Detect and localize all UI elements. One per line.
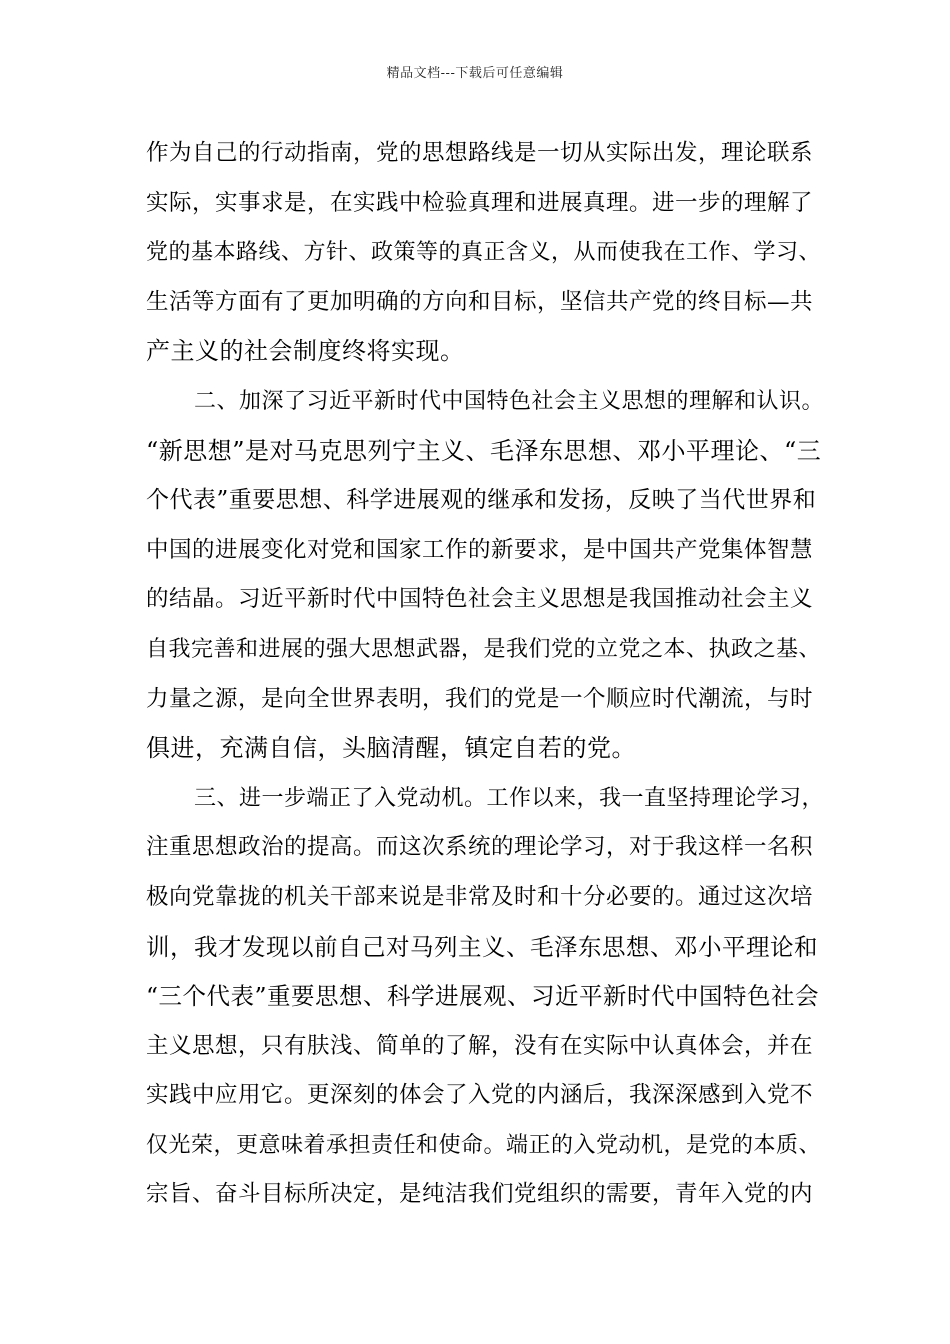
text-line: 主义思想，只有肤浅、简单的了解，没有在实际中认真体会，并在 — [146, 1032, 814, 1059]
text-line: 实践中应用它。更深刻的体会了入党的内涵后，我深深感到入党不 — [146, 1082, 814, 1109]
text-line: 中国的进展变化对党和国家工作的新要求，是中国共产党集体智慧 — [146, 536, 814, 563]
text-line: 力量之源，是向全世界表明，我们的党是一个顺应时代潮流，与时 — [146, 685, 814, 712]
text-line: 注重思想政治的提高。而这次系统的理论学习，对于我这样一名积 — [146, 834, 814, 861]
paragraph-first-line: 三、进一步端正了入党动机。工作以来，我一直坚持理论学习， — [194, 785, 825, 811]
text-line: 自我完善和进展的强大思想武器，是我们党的立党之本、执政之基、 — [146, 636, 822, 662]
text-line: 生活等方面有了更加明确的方向和目标，坚信共产党的终目标—共 — [146, 288, 814, 315]
text-line: 仅光荣，更意味着承担责任和使命。端正的入党动机，是党的本质、 — [146, 1132, 822, 1158]
text-line: 俱进，充满自信，头脑清醒，镇定自若的党。 — [146, 734, 636, 763]
text-line: 个代表”重要思想、科学进展观的继承和发扬，反映了当代世界和 — [146, 487, 817, 514]
text-line: “新思想”是对马克思列宁主义、毛泽东思想、邓小平理论、“三 — [146, 436, 822, 465]
document-body — [146, 129, 826, 1220]
text-line: 作为自己的行动指南，党的思想路线是一切从实际出发，理论联系 — [146, 140, 814, 166]
text-line: 宗旨、奋斗目标所决定，是纯洁我们党组织的需要，青年入党的内 — [146, 1181, 814, 1208]
page-header: 精品文档---下载后可任意编辑 — [386, 66, 564, 81]
text-line: 产主义的社会制度终将实现。 — [146, 337, 465, 366]
text-line: “三个代表”重要思想、科学进展观、习近平新时代中国特色社会 — [146, 982, 820, 1011]
paragraph-first-line: 二、加深了习近平新时代中国特色社会主义思想的理解和认识。 — [194, 388, 825, 414]
text-line: 训，我才发现以前自己对马列主义、毛泽东思想、邓小平理论和 — [146, 932, 818, 961]
text-line: 党的基本路线、方针、政策等的真正含义，从而使我在工作、学习、 — [146, 240, 822, 266]
text-line: 实际，实事求是，在实践中检验真理和进展真理。进一步的理解了 — [146, 189, 814, 216]
text-line: 的结晶。习近平新时代中国特色社会主义思想是我国推动社会主义 — [146, 586, 814, 613]
text-line: 极向党靠拢的机关干部来说是非常及时和十分必要的。通过这次培 — [146, 883, 814, 910]
